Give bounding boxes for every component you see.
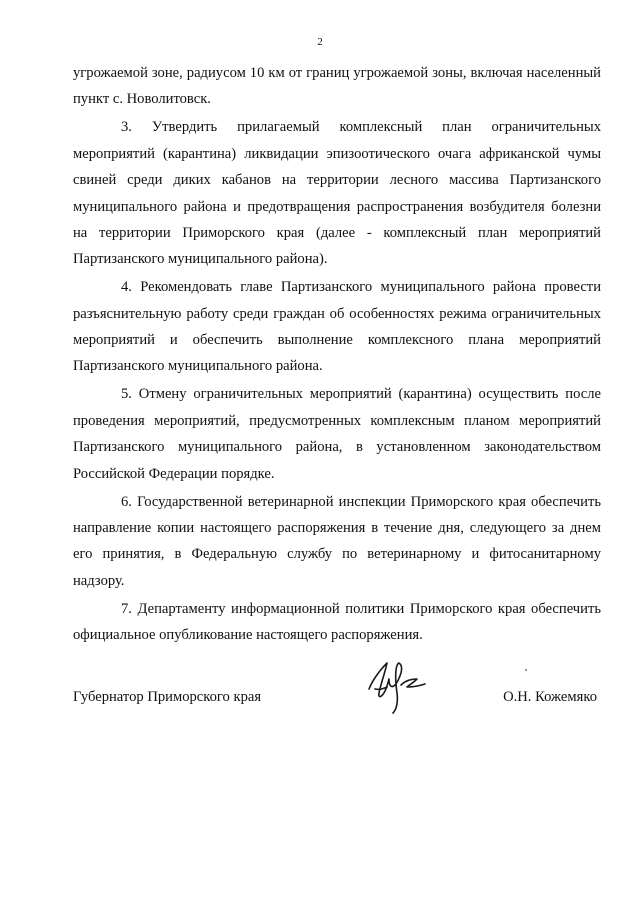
signatory-name: О.Н. Кожемяко: [503, 689, 597, 705]
document-body: [73, 60, 601, 650]
paragraph-item-5: 5. Отмену ограничительных мероприятий (карантина) осуществить после проведения мероприятий, предусмотренных комплексным планом мероприятий Партизанского муниципального района, в установленном законодательством Российской Федерации порядке.: [73, 386, 601, 482]
paragraph-item-7: 7. Департаменту информационной политики Приморского края обеспечить официальное опубликование настоящего распоряжения.: [73, 600, 601, 644]
paragraph-continuation: угрожаемой зоне, радиусом 10 км от границ угрожаемой зоны, включая населенный пункт с. Новолитовск.: [73, 65, 601, 108]
signature-block: [73, 679, 601, 739]
mark-dot: [525, 669, 527, 671]
paragraph-item-3: 3. Утвердить прилагаемый комплексный план ограничительных мероприятий (карантина) ликвидации эпизоотического очага африканской чумы свиней среди диких кабанов на территории лесного массива Партизанского муниципального района и предотвращения распространения возбудителя болезни на территории Приморского края (далее - комплексный план мероприятий Партизанского муниципального района).: [73, 119, 601, 268]
page-number: 2: [317, 36, 323, 48]
signatory-position: Губернатор Приморского края: [73, 689, 262, 705]
handwritten-signature-icon: [355, 649, 435, 719]
paragraph-item-4: 4. Рекомендовать главе Партизанского муниципального района провести разъяснительную работу среди граждан об особенностях режима ограничительных мероприятий и обеспечить выполнение комплексного плана мероприятий Партизанского муниципального района.: [73, 279, 601, 375]
paragraph-item-6: 6. Государственной ветеринарной инспекции Приморского края обеспечить направление копии настоящего распоряжения в течение дня, следующего за днем его принятия, в Федеральную службу по ветеринарному и фитосанитарному надзору.: [73, 493, 601, 589]
